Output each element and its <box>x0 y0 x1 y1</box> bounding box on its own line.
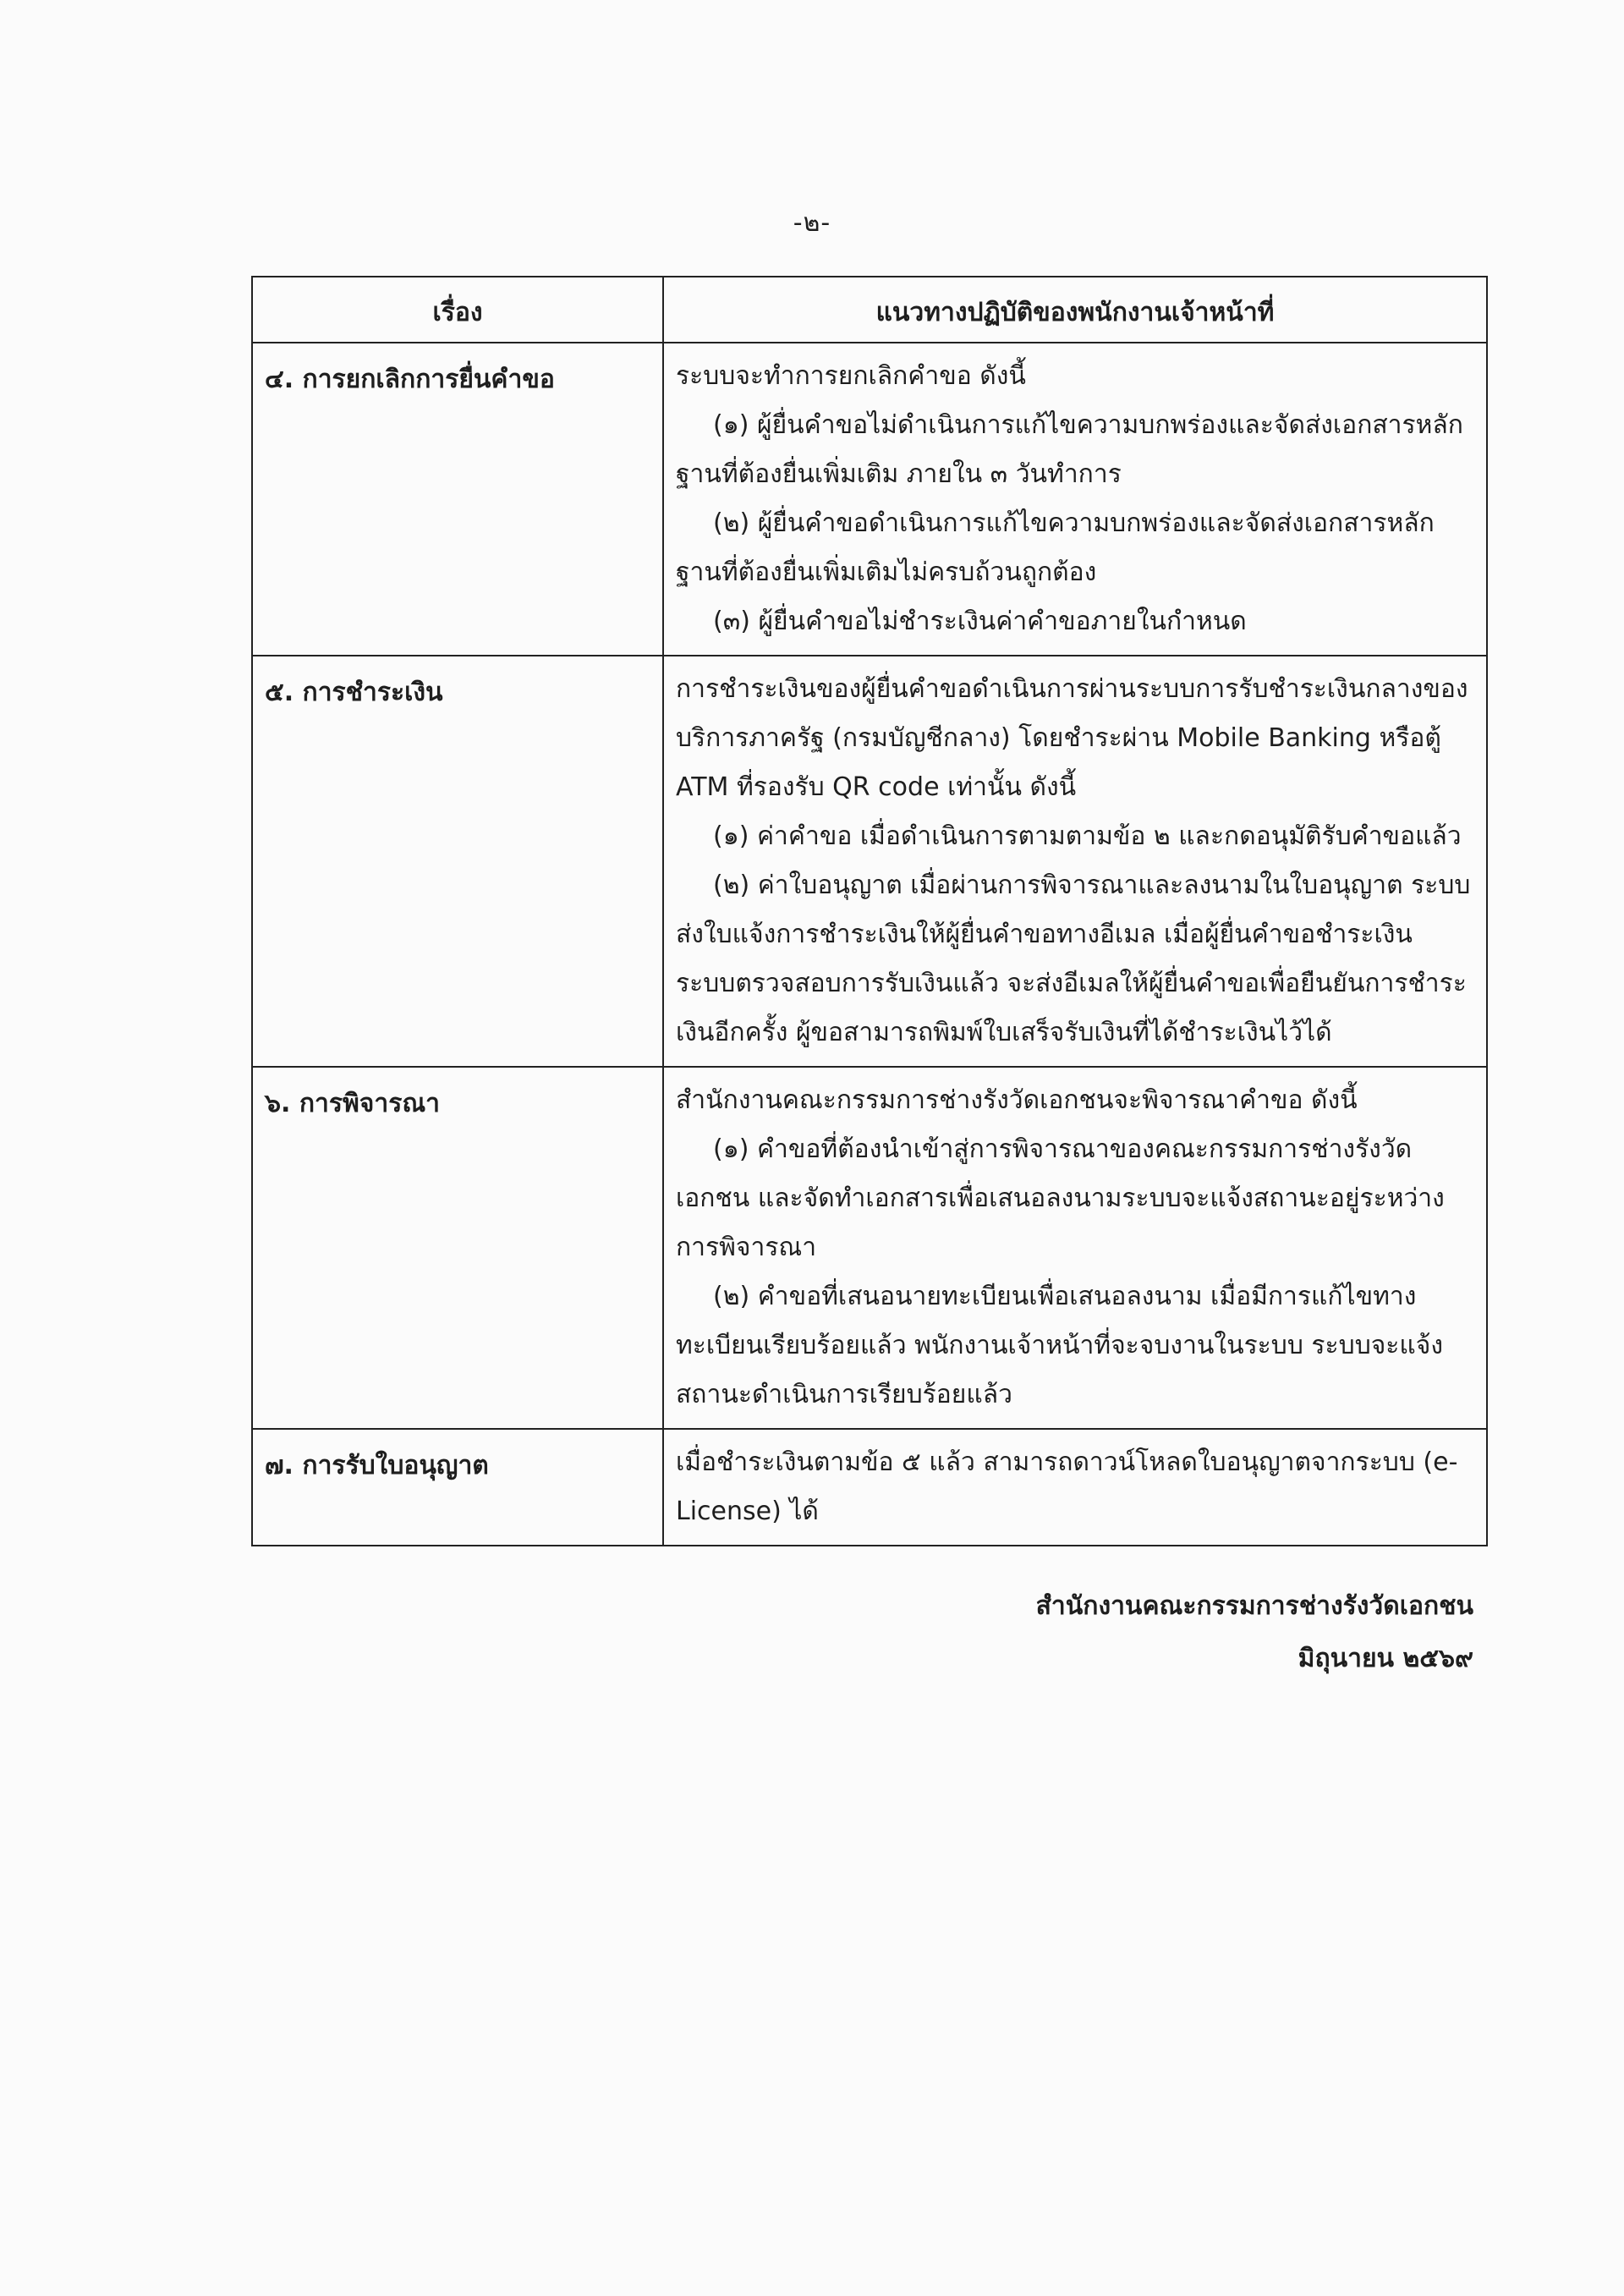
row-guideline <box>663 656 1487 1067</box>
row-guideline <box>663 343 1487 656</box>
guideline-line: (๒) ผู้ยื่นคำขอดำเนินการแก้ไขความบกพร่องและจัดส่งเอกสารหลักฐานที่ต้องยื่นเพิ่มเติมไม่ครบถ้วนถูกต้อง <box>676 508 1435 587</box>
footer-date: มิถุนายน ๒๕๖๙ <box>1298 1644 1473 1673</box>
guideline-table <box>251 276 1488 1546</box>
table-row <box>252 1429 1487 1546</box>
row-guideline <box>663 1429 1487 1546</box>
page-number: -๒- <box>793 208 831 238</box>
guideline-line: ระบบจะทำการยกเลิกคำขอ ดังนี้ <box>676 361 1026 391</box>
row-topic: ๖. การพิจารณา <box>252 1067 663 1429</box>
table-row <box>252 1067 1487 1429</box>
row-topic: ๕. การชำระเงิน <box>252 656 663 1067</box>
signature-block <box>1036 1580 1473 1685</box>
header-topic: เรื่อง <box>252 277 663 343</box>
table-row <box>252 343 1487 656</box>
row-topic: ๗. การรับใบอนุญาต <box>252 1429 663 1546</box>
guideline-line: สำนักงานคณะกรรมการช่างรังวัดเอกชนจะพิจารณาคำขอ ดังนี้ <box>676 1085 1358 1115</box>
guideline-line: (๑) ผู้ยื่นคำขอไม่ดำเนินการแก้ไขความบกพร่องและจัดส่งเอกสารหลักฐานที่ต้องยื่นเพิ่มเติม ภายใน ๓ วันทำการ <box>676 410 1463 489</box>
guideline-line: (๑) คำขอที่ต้องนำเข้าสู่การพิจารณาของคณะกรรมการช่างรังวัดเอกชน และจัดทำเอกสารเพื่อเสนอลงนามระบบจะแจ้งสถานะอยู่ระหว่างการพิจารณา <box>676 1134 1445 1262</box>
guideline-line: การชำระเงินของผู้ยื่นคำขอดำเนินการผ่านระบบการรับชำระเงินกลางของบริการภาครัฐ (กรมบัญชีกลาง) โดยชำระผ่าน Mobile Banking หรือตู้ ATM ที่รองรับ QR code เท่านั้น ดังนี้ <box>676 674 1468 802</box>
table-row <box>252 656 1487 1067</box>
table-header-row <box>252 277 1487 343</box>
guideline-line: (๓) ผู้ยื่นคำขอไม่ชำระเงินค่าคำขอภายในกำหนด <box>713 607 1247 636</box>
row-topic: ๔. การยกเลิกการยื่นคำขอ <box>252 343 663 656</box>
guideline-line: เมื่อชำระเงินตามข้อ ๕ แล้ว สามารถดาวน์โหลดใบอนุญาตจากระบบ (e-License) ได้ <box>676 1447 1458 1526</box>
row-guideline <box>663 1067 1487 1429</box>
guideline-line: (๒) ค่าใบอนุญาต เมื่อผ่านการพิจารณาและลงนามในใบอนุญาต ระบบส่งใบแจ้งการชำระเงินให้ผู้ยื่นคำขอทางอีเมล เมื่อผู้ยื่นคำขอชำระเงิน ระบบตรวจสอบการรับเงินแล้ว จะส่งอีเมลให้ผู้ยื่นคำขอเพื่อยืนยันการชำระเงินอีกครั้ง ผู้ขอสามารถพิมพ์ใบเสร็จรับเงินที่ได้ชำระเงินไว้ได้ <box>676 871 1471 1047</box>
header-guideline: แนวทางปฏิบัติของพนักงานเจ้าหน้าที่ <box>663 277 1487 343</box>
footer-organization: สำนักงานคณะกรรมการช่างรังวัดเอกชน <box>1035 1591 1473 1621</box>
guideline-line: (๒) คำขอที่เสนอนายทะเบียนเพื่อเสนอลงนาม เมื่อมีการแก้ไขทางทะเบียนเรียบร้อยแล้ว พนักงานเจ้าหน้าที่จะจบงานในระบบ ระบบจะแจ้งสถานะดำเนินการเรียบร้อยแล้ว <box>676 1282 1443 1409</box>
guideline-line: (๑) ค่าคำขอ เมื่อดำเนินการตามตามข้อ ๒ และกดอนุมัติรับคำขอแล้ว <box>713 821 1462 851</box>
